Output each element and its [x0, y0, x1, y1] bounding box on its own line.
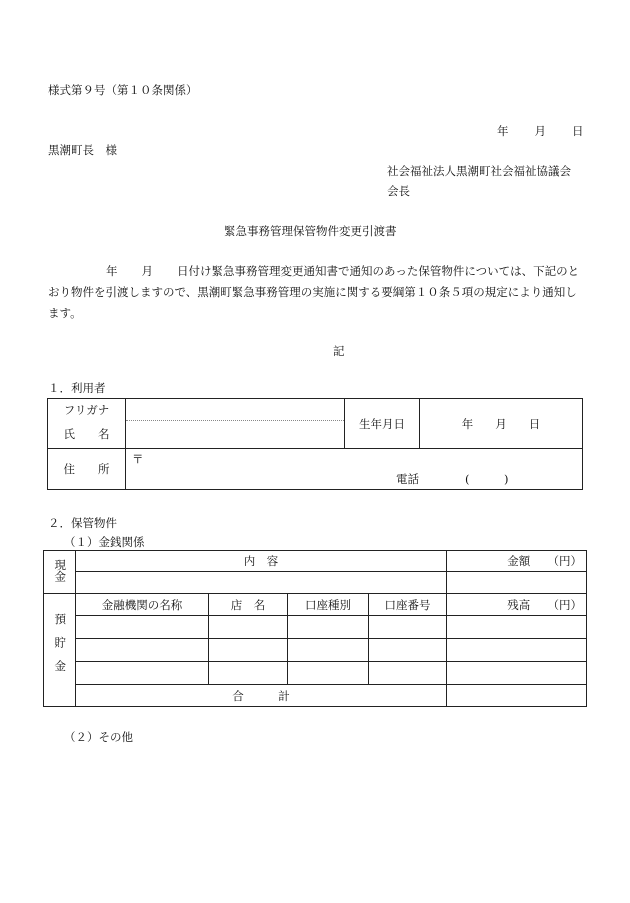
total-label: 合 計 [76, 685, 447, 707]
deposit-row-2-bank[interactable] [76, 639, 209, 662]
balance-header: 残高 （円） [447, 594, 587, 616]
deposit-row-2-type[interactable] [288, 639, 369, 662]
addressee: 黒潮町長 様 [48, 143, 117, 157]
user-table [47, 398, 583, 490]
deposit-row-2-number[interactable] [369, 639, 447, 662]
body-text: 日付け緊急事務管理変更通知書で通知のあった保管物件については、下記のとおり物件を引渡しますので、黒潮町緊急事務管理の実施に関する要綱第１０条５項の規定により通知します。 [48, 264, 580, 320]
name-label: 氏 名 [48, 421, 126, 449]
phone-label: 電話 [396, 472, 419, 486]
birth-day: 日 [528, 416, 541, 431]
cash-content-field[interactable] [76, 572, 447, 594]
account-type-header: 口座種別 [288, 594, 369, 616]
form-number: 様式第９号（第１０条関係） [48, 83, 198, 97]
deposit-row-3-balance[interactable] [447, 662, 587, 685]
phone-parens: ( ) [465, 472, 509, 486]
sender-org: 社会福祉法人黒潮町社会福祉協議会 [387, 164, 571, 178]
money-subheading: （１）金銭関係 [64, 535, 145, 549]
deposit-row-1-balance[interactable] [447, 616, 587, 639]
date-year: 年 [497, 124, 509, 138]
deposit-row-1-type[interactable] [288, 616, 369, 639]
birthdate-label: 生年月日 [345, 399, 420, 449]
document-title: 緊急事務管理保管物件変更引渡書 [224, 224, 397, 238]
deposit-row-2-branch[interactable] [209, 639, 288, 662]
sender-title: 会長 [387, 184, 410, 198]
deposit-row-3-number[interactable] [369, 662, 447, 685]
phone-line [396, 471, 508, 487]
deposit-row-3-type[interactable] [288, 662, 369, 685]
bank-name-header: 金融機関の名称 [76, 594, 209, 616]
date-day: 日 [572, 124, 584, 138]
amount-header: 金額 （円） [447, 551, 587, 572]
birthdate-field[interactable] [420, 399, 583, 449]
furigana-field[interactable] [126, 399, 345, 421]
birth-year: 年 [461, 416, 474, 431]
deposit-row-1-branch[interactable] [209, 616, 288, 639]
body-year: 年 [106, 264, 118, 278]
name-field[interactable] [126, 421, 345, 449]
body-month: 月 [141, 264, 153, 278]
section2-heading: ２．保管物件 [48, 516, 117, 530]
total-field[interactable] [447, 685, 587, 707]
account-number-header: 口座番号 [369, 594, 447, 616]
deposit-row-2-balance[interactable] [447, 639, 587, 662]
deposit-label: 預貯金 [44, 594, 76, 707]
deposit-row-1-bank[interactable] [76, 616, 209, 639]
deposit-row-3-branch[interactable] [209, 662, 288, 685]
body-paragraph [48, 261, 588, 324]
branch-header: 店 名 [209, 594, 288, 616]
ki-label: 記 [333, 344, 345, 358]
furigana-label: フリガナ [48, 399, 126, 421]
deposit-row-1-number[interactable] [369, 616, 447, 639]
deposit-row-3-bank[interactable] [76, 662, 209, 685]
other-subheading: （２）その他 [64, 730, 133, 744]
birth-month: 月 [495, 416, 507, 431]
date-line [497, 123, 584, 139]
address-label: 住 所 [48, 449, 126, 490]
money-table [43, 550, 587, 707]
address-field[interactable] [126, 449, 583, 490]
content-header: 内 容 [76, 551, 447, 572]
cash-amount-field[interactable] [447, 572, 587, 594]
cash-label: 現金 [44, 551, 76, 594]
section1-heading: １．利用者 [48, 381, 106, 395]
date-month: 月 [534, 124, 546, 138]
postal-mark: 〒 [132, 452, 144, 466]
